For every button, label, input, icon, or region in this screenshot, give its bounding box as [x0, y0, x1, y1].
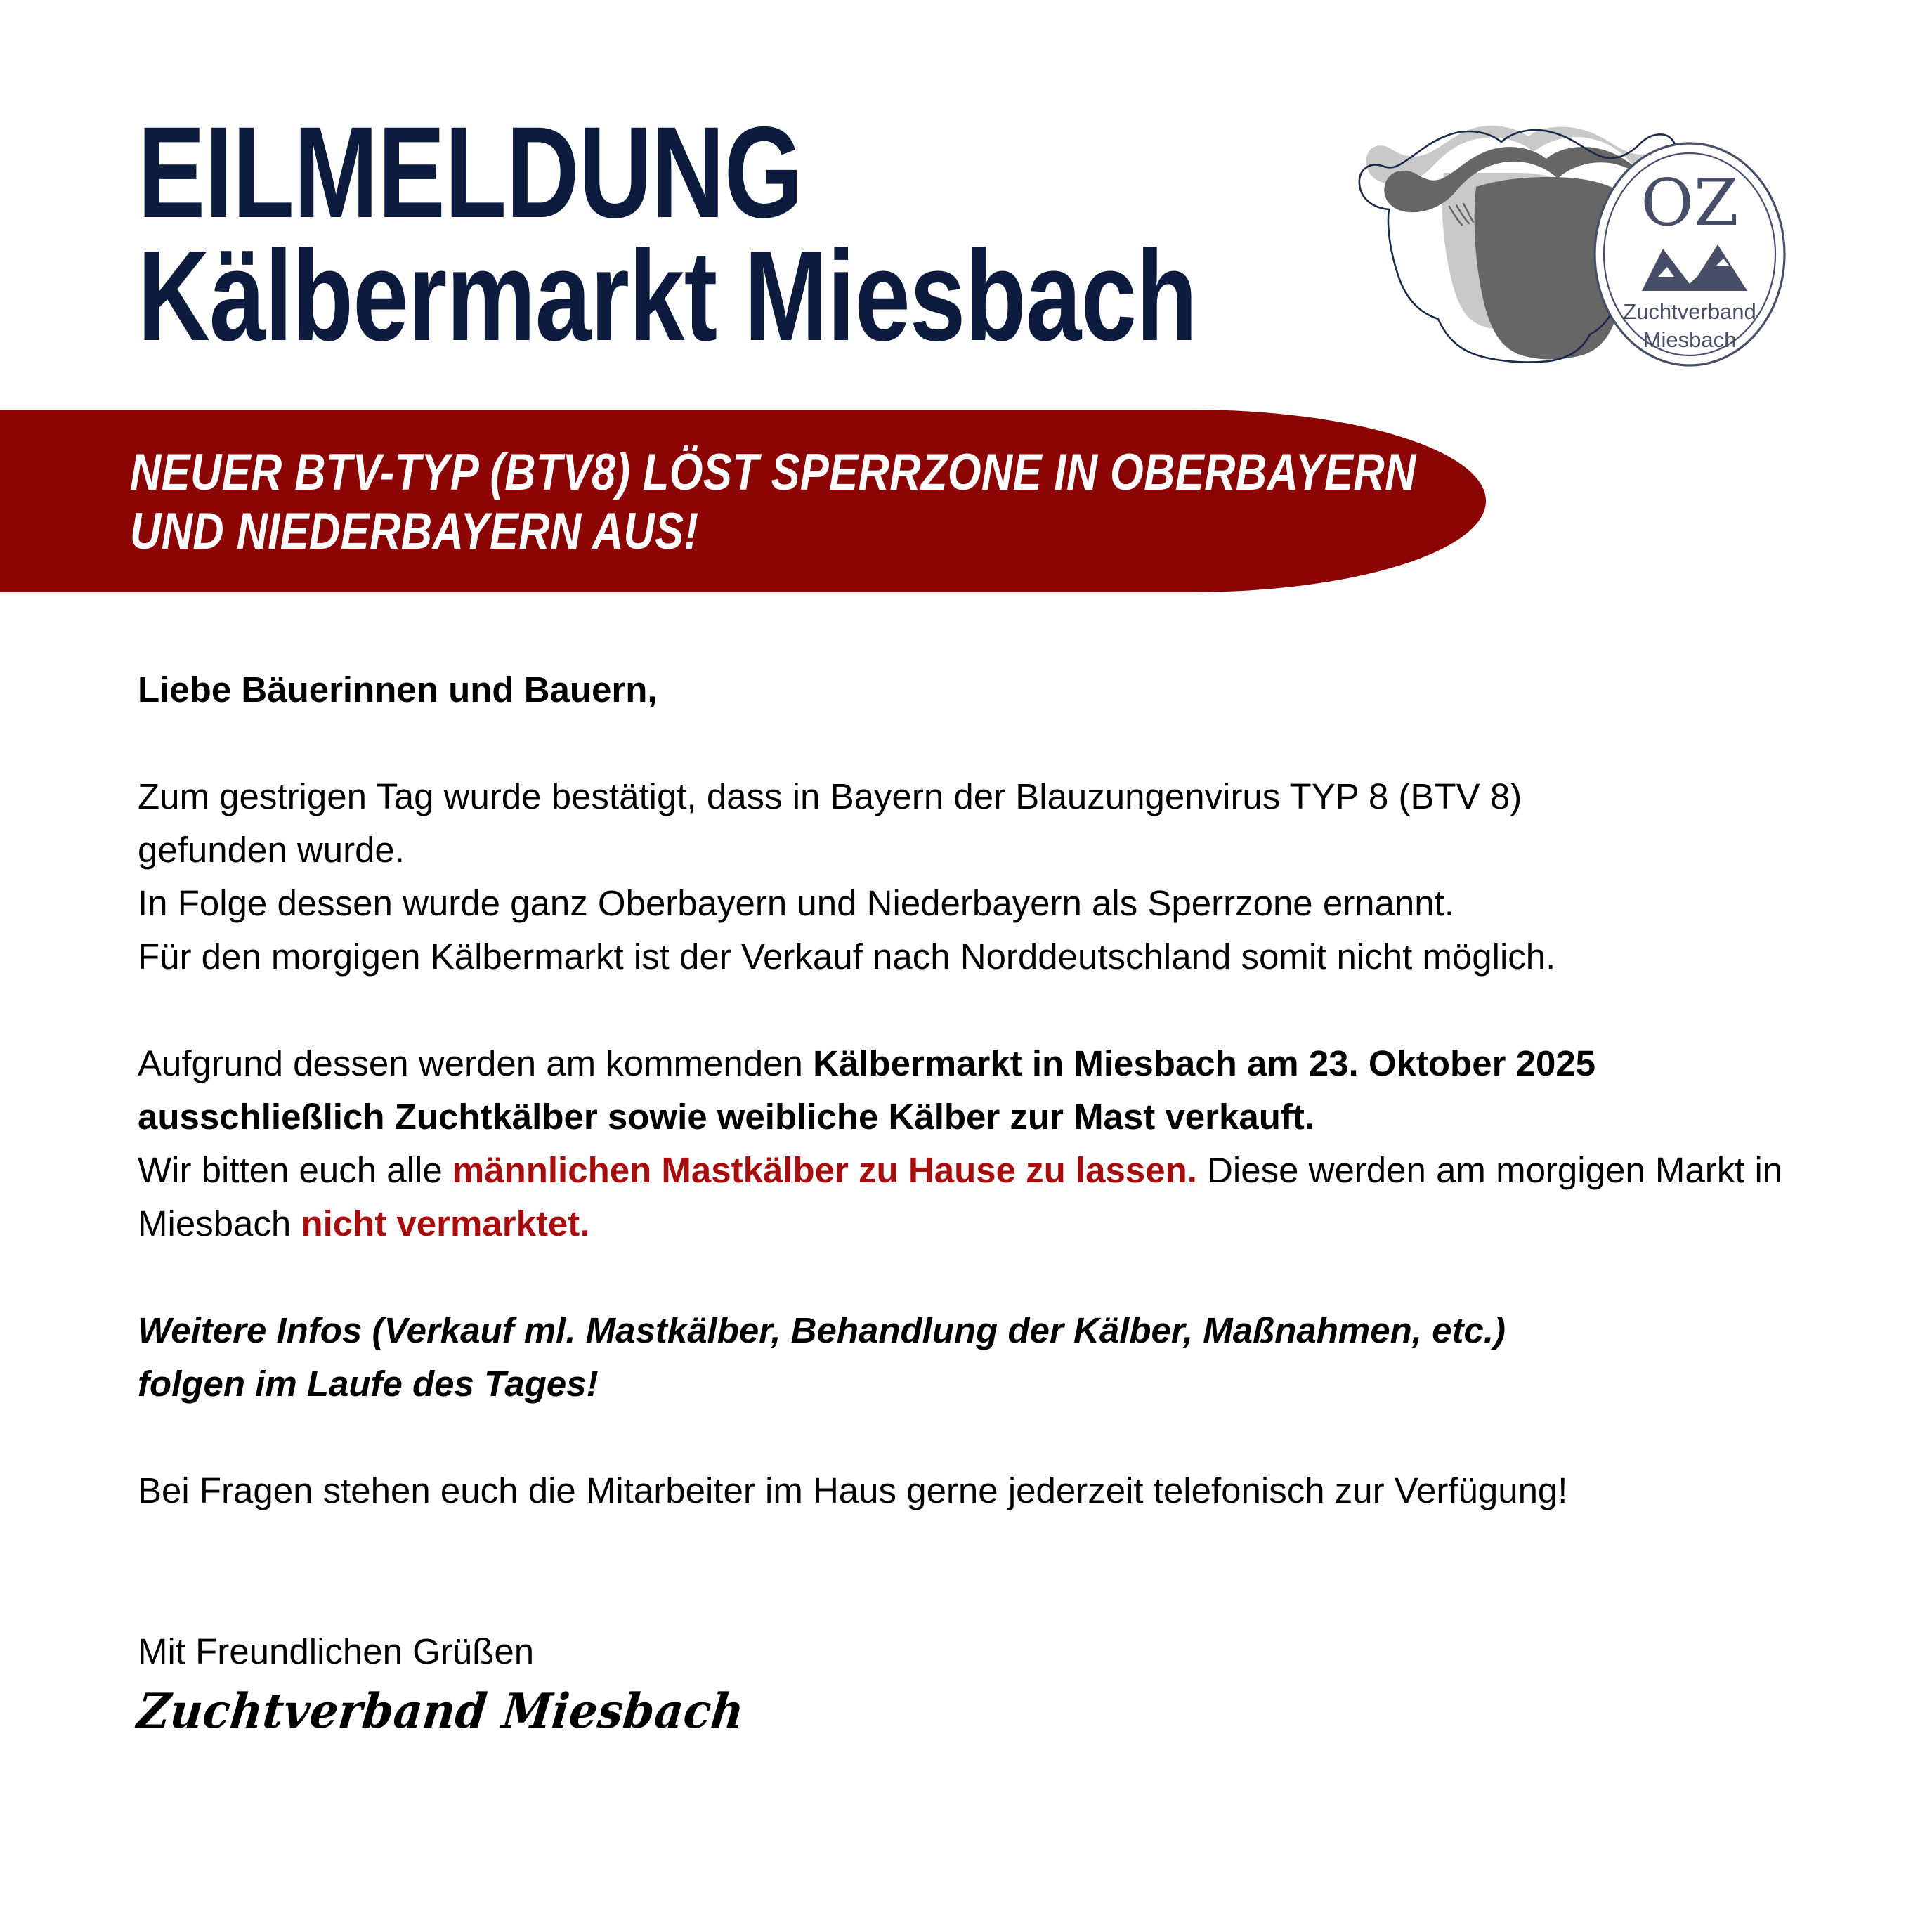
- signature-block: [134, 1630, 790, 1740]
- oval-badge-icon: [1595, 143, 1784, 365]
- p1-line-4: Für den morgigen Kälbermarkt ist der Verkauf nach Norddeutschland somit nicht möglich.: [138, 936, 1556, 977]
- alert-banner: [0, 410, 1486, 592]
- letter-body: [138, 663, 1824, 1517]
- zuchtverband-miesbach-logo: [1338, 100, 1823, 367]
- alert-banner-line-2: UND NIEDERBAYERN AUS!: [130, 503, 699, 560]
- p2-market-details: Kälbermarkt in Miesbach am 23. Oktober 2025 ausschließlich Zuchtkälber sowie weibliche Kälber zur Mast verkauft.: [138, 1043, 1596, 1137]
- badge-initials: OZ: [1640, 165, 1739, 240]
- page-header: [0, 0, 1932, 410]
- paragraph-2: [138, 1037, 1824, 1251]
- badge-line-1: Zuchtverband: [1623, 299, 1756, 324]
- paragraph-3: [138, 1304, 1824, 1411]
- p3-line-2: folgen im Laufe des Tages!: [138, 1364, 599, 1404]
- p2-request-intro: Wir bitten euch alle: [138, 1150, 452, 1190]
- page-title: [138, 100, 1496, 367]
- paragraph-1: [138, 770, 1824, 984]
- p3-line-1: Weitere Infos (Verkauf ml. Mastkälber, Behandlung der Kälber, Maßnahmen, etc.): [138, 1310, 1506, 1350]
- spacer: [138, 1251, 1824, 1304]
- p2-highlight-1: männlichen Mastkälber zu Hause zu lassen.: [452, 1150, 1197, 1190]
- alert-banner-text: [130, 443, 1465, 561]
- p1-line-3: In Folge dessen wurde ganz Oberbayern und Niederbayern als Sperrzone ernannt.: [138, 883, 1454, 923]
- spacer: [138, 1411, 1824, 1464]
- salutation: Liebe Bäuerinnen und Bauern,: [138, 670, 658, 710]
- p2-request-mid: Diese werden am morgigen Markt in Miesbach: [138, 1150, 1783, 1244]
- spacer: [138, 984, 1824, 1037]
- p1-line-1: Zum gestrigen Tag wurde bestätigt, dass in Bayern der Blauzungenvirus TYP 8 (BTV 8): [138, 776, 1522, 816]
- badge-line-2: Miesbach: [1643, 327, 1737, 352]
- p2-intro: Aufgrund dessen werden am kommenden: [138, 1043, 814, 1083]
- title-line-eilmeldung: EILMELDUNG: [138, 100, 803, 245]
- signature-greeting: Mit Freundlichen Grüßen: [138, 1631, 535, 1671]
- p1-line-2: gefunden wurde.: [138, 830, 405, 870]
- signature-name: Zuchtverband Miesbach: [134, 1683, 748, 1740]
- p2-highlight-2: nicht vermarktet.: [301, 1203, 590, 1244]
- spacer: [138, 717, 1824, 770]
- title-line-kaelbermarkt: Kälbermarkt Miesbach: [138, 223, 1197, 367]
- paragraph-4: Bei Fragen stehen euch die Mitarbeiter im Haus gerne jederzeit telefonisch zur Verfügung!: [138, 1470, 1568, 1510]
- alert-banner-line-1: NEUER BTV-TYP (BTV8) LÖST SPERRZONE IN OBERBAYERN: [130, 444, 1416, 501]
